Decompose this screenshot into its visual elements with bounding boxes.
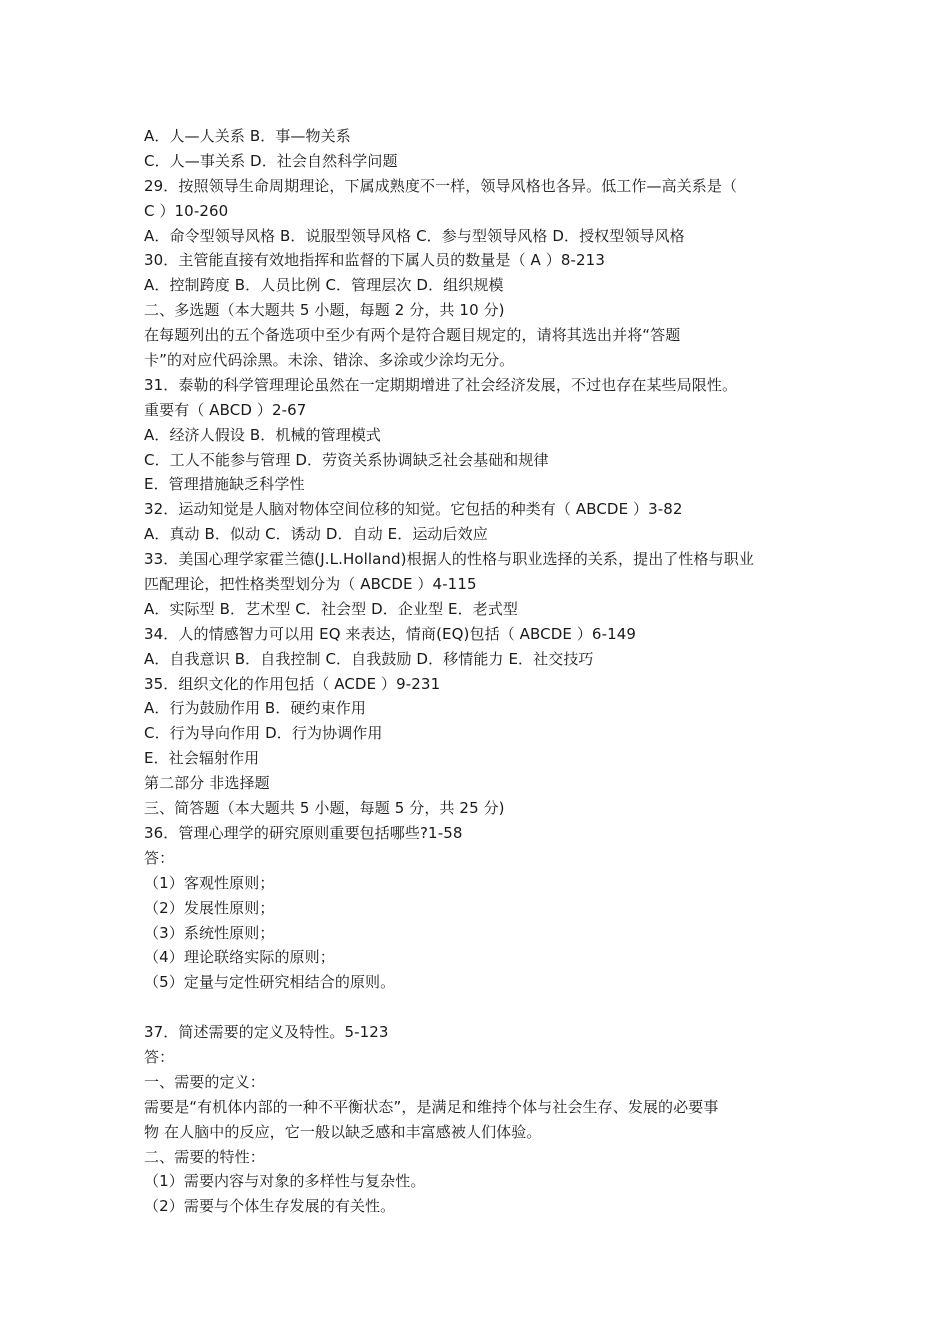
text-line: A．控制跨度 B．人员比例 C．管理层次 D．组织规模	[144, 276, 504, 295]
text-line: A．人—人关系 B．事—物关系	[144, 127, 351, 145]
question-30: 30．主管能直接有效地指挥和监督的下属人员的数量是（ A ）8-213	[144, 251, 605, 270]
part-heading: 第二部分 非选择题	[144, 774, 270, 793]
answer-subheading: 一、需要的定义：	[144, 1072, 265, 1091]
text-line: C．行为导向作用 D．行为协调作用	[144, 724, 383, 743]
document-body	[144, 124, 824, 1219]
answer-label: 答：	[144, 848, 175, 867]
text-line: A．自我意识 B．自我控制 C．自我鼓励 D．移情能力 E．社交技巧	[144, 649, 594, 668]
question-33: 33．美国心理学家霍兰德(J.L.Holland)根据人的性格与职业选择的关系，提出了性格与职业	[144, 550, 754, 569]
text-line: A．行为鼓励作用 B．硬约束作用	[144, 699, 366, 718]
answer-item: （4）理论联络实际的原则；	[144, 948, 335, 967]
question-31: 31．泰勒的科学管理理论虽然在一定期期增进了社会经济发展，不过也存在某些局限性。	[144, 375, 738, 394]
question-29: 29．按照领导生命周期理论，下属成熟度不一样，领导风格也各异。低工作—高关系是（	[144, 176, 738, 195]
section-heading-multiple-choice: 二、多选题（本大题共 5 小题，每题 2 分，共 10 分)	[144, 301, 505, 320]
answer-item: （2）发展性原则；	[144, 898, 275, 917]
question-36: 36．管理心理学的研究原则重要包括哪些?1-58	[144, 823, 463, 842]
text-line: C．工人不能参与管理 D．劳资关系协调缺乏社会基础和规律	[144, 450, 549, 469]
answer-item: （2）需要与个体生存发展的有关性。	[144, 1197, 396, 1216]
text-line: A．真动 B．似动 C．诱动 D．自动 E．运动后效应	[144, 525, 488, 544]
answer-item: （5）定量与定性研究相结合的原则。	[144, 973, 396, 992]
answer-item: （1）需要内容与对象的多样性与复杂性。	[144, 1172, 426, 1191]
question-32: 32．运动知觉是人脑对物体空间位移的知觉。它包括的种类有（ ABCDE ）3-82	[144, 500, 683, 519]
text-line: A．命令型领导风格 B．说服型领导风格 C．参与型领导风格 D．授权型领导风格	[144, 226, 685, 245]
answer-text: 物 在人脑中的反应，它一般以缺乏感和丰富感被人们体验。	[144, 1122, 542, 1141]
text-line: 匹配理论，把性格类型划分为（ ABCDE ）4-115	[144, 575, 477, 594]
text-line: C．人—事关系 D．社会自然科学问题	[144, 151, 398, 170]
answer-subheading: 二、需要的特性：	[144, 1147, 265, 1166]
answer-item: （1）客观性原则；	[144, 873, 275, 892]
section-heading-short-answer: 三、简答题（本大题共 5 小题，每题 5 分，共 25 分)	[144, 799, 505, 818]
section-instructions: 卡”的对应代码涂黑。未涂、错涂、多涂或少涂均无分。	[144, 351, 515, 370]
answer-item: （3）系统性原则；	[144, 923, 275, 942]
question-37: 37．简述需要的定义及特性。5-123	[144, 1023, 389, 1042]
text-line: 重要有（ ABCD ）2-67	[144, 400, 307, 419]
answer-label: 答：	[144, 1047, 175, 1066]
text-line: A．实际型 B．艺术型 C．社会型 D．企业型 E．老式型	[144, 599, 519, 618]
text-line: E．管理措施缺乏科学性	[144, 475, 305, 494]
text-line: C ）10-260	[144, 201, 229, 220]
blank-line	[144, 995, 824, 1020]
question-34: 34．人的情感智力可以用 EQ 来表达，情商(EQ)包括（ ABCDE ）6-149	[144, 624, 637, 643]
text-line: E．社会辐射作用	[144, 749, 260, 768]
section-instructions: 在每题列出的五个备选项中至少有两个是符合题目规定的，请将其选出并将“答题	[144, 326, 681, 345]
answer-text: 需要是“有机体内部的一种不平衡状态”，是满足和维持个体与社会生存、发展的必要事	[144, 1097, 719, 1116]
question-35: 35．组织文化的作用包括（ ACDE ）9-231	[144, 674, 441, 693]
text-line: A．经济人假设 B．机械的管理模式	[144, 425, 382, 444]
